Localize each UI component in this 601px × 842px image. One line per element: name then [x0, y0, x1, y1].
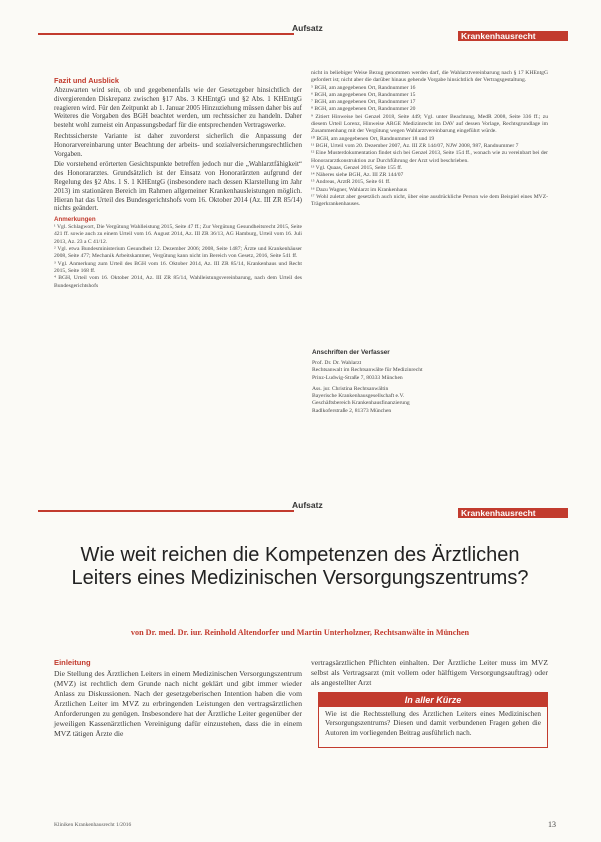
article-title: Wie weit reichen die Kompetenzen des Ärztlichen Leiters eines Medizinischen Versorgungszentrums?: [71, 544, 529, 589]
header-rule-article: [38, 510, 294, 512]
footnote: nicht in beliebiger Weise Bezug genommen werden darf, die Wahlarztvereinbarung nach § 17 KHEntgG gefordert ist; nicht aber die darüber hinaus gehende Vorgabe hinsichtlich der Vertragsgestaltung.: [311, 70, 548, 84]
conclusion-paragraph: Rechtssicherste Variante ist daher zuvorderst sicherlich die Anpassung der Honorarvereinbarung unter Beachtung der arbeits- und sozialversicherungsrechtlichen Vorgaben.: [54, 131, 302, 158]
category-label-article: Krankenhausrecht: [461, 508, 536, 518]
footnote: ¹¹ BGH, Urteil vom 20. Dezember 2007, Az. III ZR 144/07, NJW 2008, 987, Randnummer 7: [311, 142, 519, 149]
footnote: ³ Vgl. Anmerkung zum Urteil des BGH vom 16. Oktober 2014, Az. III ZR 85/14, Krankenhaus und Recht 2015, Seite 168 ff.: [54, 260, 302, 274]
summary-box-title: In aller Kürze: [319, 693, 547, 707]
upper-left-column: [54, 76, 302, 290]
contact-line: Ass. jur. Christina Rechtsanwältin: [312, 385, 389, 392]
footnote: ⁸ BGH, am angegebenen Ort, Randnummer 20: [311, 106, 416, 113]
upper-right-column: [311, 70, 548, 209]
footnotes-right: [311, 70, 548, 209]
footnote: ¹³ Vgl. Quaas, Genzel 2015, Seite 155 ff.: [311, 164, 403, 171]
section-label-article: Aufsatz: [292, 500, 323, 510]
notes-heading: Anmerkungen: [54, 216, 96, 224]
footnote: ⁹ Zitiert Hinweise bei Genzel 2018, Seite 449; Vgl. unter Beachtung, MedR 2008, Seite 336 ff.; zu diesem Urteil Lorenz, Hinweise ARGE Medizinrecht im DAV auf dessen Vorlage, Rechtsgrundlage im Zusammenhang mit der Vergütung wegen Wahlarztvereinbarung eingeführt würde.: [311, 113, 548, 135]
conclusion-heading: Fazit und Ausblick: [54, 76, 120, 85]
intro-heading: Einleitung: [54, 658, 91, 667]
conclusion-paragraph: Die vorstehend erörterten Gesichtspunkte betreffen jedoch nur die „Wahlarztfähigkeit“ des Honorararztes. Grundsätzlich ist der Einsatz von Honorarärzten aufgrund der Regelung des §2 Abs. 1 S. 1 KHEntgG (insbesondere nach dessen Klarstellung im Jahr 2013) im stationären Bereich im Rahmen allgemeiner Krankenhausleistungen möglich. Hieran hat das Urteil des Bundesgerichtshofs vom 16. Oktober 2014 (Az. III ZR 85/14) nichts geändert.: [54, 160, 302, 213]
footnote: ¹ Vgl. Schlagwort, Die Vergütung Wahlleistung 2015, Seite 47 ff.; Zur Vergütung Gesundheitsrecht 2015, Seite 421 ff. sowie auch zu einem Urteil vom 16. August 2014, Az. III ZR 36/13, AG Hamburg, Urteil vom 16. Juli 2013, Az. 23 a C 41/12.: [54, 224, 302, 245]
contact-line: Geschäftsbereich Krankenhausfinanzierung: [312, 400, 410, 407]
footnote: ¹⁶ Dazu Wagner, Wahlarzt im Krankenhaus: [311, 186, 408, 193]
contact-line: Prinz-Ludwig-Straße 7, 80333 München: [312, 374, 403, 381]
intro-paragraph: Die Stellung des Ärztlichen Leiters in einem Medizinischen Versorgungszentrum (MVZ) ist rechtlich dem Grunde nach nicht geklärt und gibt immer wieder Anlass zu Diskussionen. Nach der gesetzgeberischen Intention haben die vom Ärztlichen Leiter im MVZ zu erbringenden Leistungen den vertragsärztlichen Anforderungen zu genügen. Insbesondere hat der Ärztliche Leiter gegenüber der jeweiligen Kassenärztlichen Vereinigung dafür einzustehen, dass die in einem MVZ tätigen Ärzte die: [54, 669, 302, 738]
conclusion-paragraph: Abzuwarten wird sein, ob und gegebenenfalls wie der Gesetzgeber hinsichtlich der divergierenden Diskrepanz zwischen §17 Abs. 3 KHEntgG und §2 Abs. 1 KHEntgG reagieren wird. Für den Zeitpunkt ab 1. Januar 2005 Hinzuziehung müssen daher bis auf Weiteres die Vorgaben des BGH beachtet werden, um rechtssicher zu handeln. Daher besteht wohl zumeist ein Anpassungsbedarf für die entsprechenden Vertragswerke.: [54, 86, 302, 130]
article-right-column: [311, 658, 548, 690]
section-label-top: Aufsatz: [292, 23, 323, 33]
footnote: ¹⁴ Näheres siehe BGH, Az. III ZR 144/07: [311, 172, 404, 179]
footnotes-left: [54, 224, 302, 290]
contact-heading: Anschriften der Verfasser: [312, 349, 390, 356]
contact-line: Rechtsanwalt im Rechtsanwälte für Medizinrecht: [312, 367, 423, 374]
summary-box: [318, 692, 548, 748]
footnote: ¹⁷ Wohl zuletzt aber gesetzlich auch nicht, über eine ausdrückliche Person wie dem Beispiel eines MVZ-Trägerkrankenhauses.: [311, 194, 548, 208]
footnote: ⁷ BGH, am angegebenen Ort, Randnummer 17: [311, 99, 416, 106]
article-authors: von Dr. med. Dr. iur. Reinhold Altendorfer und Martin Unterholzner, Rechtsanwälte in München: [130, 628, 470, 637]
footnote: ⁵ BGH, am angegebenen Ort, Randnummer 16: [311, 84, 416, 91]
contact-block: [312, 349, 548, 415]
page-number: 13: [548, 820, 556, 829]
footnote: ² Vgl. etwa Bundesministerium Gesundheit 12. Dezember 2006; 2008, Seite 1487; Ärzte und Krankenhäuser 2008, Seite 477; Mechanik Arbeitskammer, Vergütung kann nicht im Bereich von Gesetz, 2016, Seite 541 ff.: [54, 246, 302, 260]
footnote: ¹⁵ Andreas, ArztR 2015, Seite 61 ff.: [311, 179, 391, 186]
summary-box-text: Wie ist die Rechtsstellung des Ärztlichen Leiters eines Medizinischen Versorgungszentrums? Diesen und damit verbundenen Fragen gehen die Autoren im vorliegenden Beitrag ausführlich nach.: [325, 710, 541, 737]
footnote: ¹² Eine Musterdokumentation findet sich bei Genzel 2013, Seite 154 ff., wonach wie zu vereinbart bei der Honorararztkonstruktion zur Durchführung der Arzt wird beschrieben.: [311, 150, 548, 164]
footer-journal: Kliniken Krankenhausrecht 1/2016: [54, 822, 132, 828]
contact-line: Prof. Dr. Dr. Wahlarzt: [312, 360, 362, 366]
footnote: ¹⁰ BGH, am angegebenen Ort, Randnummer 18 und 19: [311, 135, 435, 142]
contact-line: Radlkoferstraße 2, 81373 München: [312, 407, 392, 414]
header-rule-top: [38, 33, 294, 35]
footnote: ⁶ BGH, am angegebenen Ort, Randnummer 15: [311, 91, 416, 98]
contact-line: Bayerische Krankenhausgesellschaft e.V.: [312, 393, 405, 400]
article-left-column: [54, 658, 302, 741]
category-label-top: Krankenhausrecht: [461, 31, 536, 41]
intro-paragraph-continued: vertragsärztlichen Pflichten einhalten. Der Ärztliche Leiter muss im MVZ selbst als Vertragsarzt (mit vollem oder hälftigem Versorgungsauftrag) oder als angestellter Arzt: [311, 658, 548, 687]
footnote: ⁴ BGH, Urteil vom 16. Oktober 2014, Az. III ZR 85/14, Wahlleistungsvereinbarung, nach dem Urteil des Bundesgerichtshofs: [54, 275, 302, 289]
